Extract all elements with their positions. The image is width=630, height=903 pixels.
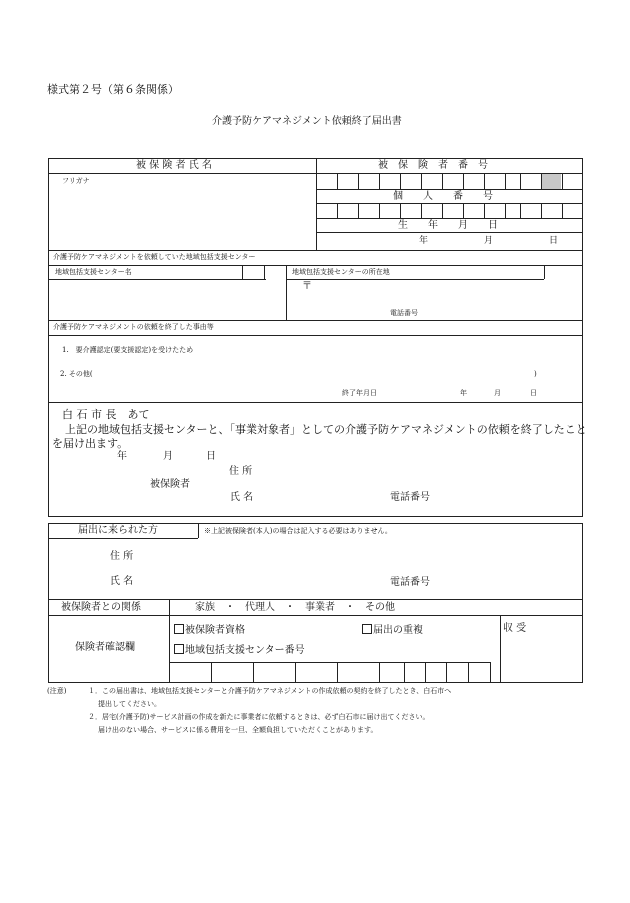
declaration-line-2: を届け出ます。	[52, 437, 129, 450]
center-name-label: 地域包括支援センター名	[55, 268, 132, 276]
reason-section-label: 介護予防ケアマネジメントの依頼を終了した事由等	[53, 323, 214, 331]
submitter-header: 届出に来られた方	[78, 525, 158, 536]
insured-number-header: 被 保 険 者 番 号	[378, 160, 488, 171]
note-1-line-1: １．この届出書は、地域包括支援センターと介護予防ケアマネジメントの作成依頼の契約を終了したとき、白石市へ	[88, 687, 452, 695]
submitter-address-label: 住 所	[110, 551, 134, 562]
receipt-label: 収 受	[503, 623, 527, 634]
end-date-day: 日	[530, 389, 537, 397]
check-insured-qualification-label: 被保険者資格	[185, 625, 245, 636]
check-duplicate[interactable]	[362, 624, 423, 636]
declaration-phone-label: 電話番号	[390, 492, 430, 503]
addressee: 白 石 市 長 あて	[62, 408, 150, 421]
insured-name-header: 被 保 険 者 氏 名	[136, 160, 212, 171]
note-2-line-2: 届け出のない場合、サービスに係る費用を一旦、全額負担していただくことがあります。	[98, 726, 378, 734]
end-date-label: 終了年月日	[342, 389, 377, 397]
center-phone-label: 電話番号	[390, 309, 418, 317]
declaration-insured-label: 被保険者	[150, 479, 190, 490]
checkbox-icon[interactable]	[174, 624, 184, 634]
reason-item-2: 2. その他(	[60, 370, 93, 378]
postal-mark: 〒	[302, 281, 312, 292]
reason-item-2-close: )	[534, 370, 537, 378]
notes-prefix: (注意)	[47, 687, 67, 695]
submitter-phone-label: 電話番号	[390, 577, 430, 588]
declaration-day: 日	[206, 451, 216, 462]
dob-month: 月	[484, 236, 494, 246]
checkbox-icon[interactable]	[362, 624, 372, 634]
note-1-line-2: 提出してください。	[98, 700, 161, 708]
dob-day: 日	[549, 236, 559, 246]
check-center-number-label: 地域包括支援センター番号	[185, 645, 305, 656]
declaration-month: 月	[163, 451, 173, 462]
dob-header: 生 年 月 日	[398, 220, 498, 231]
form-number: 様式第２号（第６条関係）	[47, 83, 179, 96]
end-date-year: 年	[460, 389, 467, 397]
check-duplicate-label: 届出の重複	[373, 625, 423, 636]
declaration-name-label: 氏 名	[230, 492, 254, 503]
center-name-field[interactable]	[49, 280, 285, 319]
check-center-number[interactable]	[174, 644, 305, 656]
form-title: 介護予防ケアマネジメント依頼終了届出書	[212, 116, 402, 127]
check-insured-qualification[interactable]	[174, 624, 245, 636]
center-address-label: 地域包括支援センターの所在地	[292, 268, 390, 276]
declaration-line-1: 上記の地域包括支援センターと、「事業対象者」としての介護予防ケアマネジメントの依頼を終了したこと	[65, 423, 587, 436]
submitter-note: ※上記被保険者(本人)の場合は記入する必要はありません。	[204, 527, 392, 535]
center-section-label: 介護予防ケアマネジメントを依頼していた地域包括支援センター	[53, 253, 256, 261]
end-date-month: 月	[494, 389, 501, 397]
checkbox-icon[interactable]	[174, 644, 184, 654]
reason-item-1: 1. 要介護認定(要支援認定)を受けたため	[62, 346, 194, 354]
declaration-address-label: 住 所	[229, 466, 253, 477]
dob-year: 年	[419, 236, 429, 246]
submitter-name-label: 氏 名	[110, 576, 134, 587]
insured-name-field[interactable]	[49, 189, 315, 249]
personal-number-header: 個 人 番 号	[393, 191, 493, 202]
declaration-year: 年	[117, 451, 127, 462]
note-2-line-1: ２．居宅(介護予防)サービス計画の作成を新たに事業者に依頼するときは、必ず白石市に届け出てください。	[88, 713, 430, 721]
insurer-check-label: 保険者確認欄	[75, 642, 135, 653]
furigana-label: フリガナ	[62, 177, 90, 185]
relation-options[interactable]: 家族 ・ 代理人 ・ 事業者 ・ その他	[195, 602, 395, 613]
submitter-fields-area[interactable]	[140, 540, 580, 598]
relation-label: 被保険者との関係	[61, 602, 141, 613]
